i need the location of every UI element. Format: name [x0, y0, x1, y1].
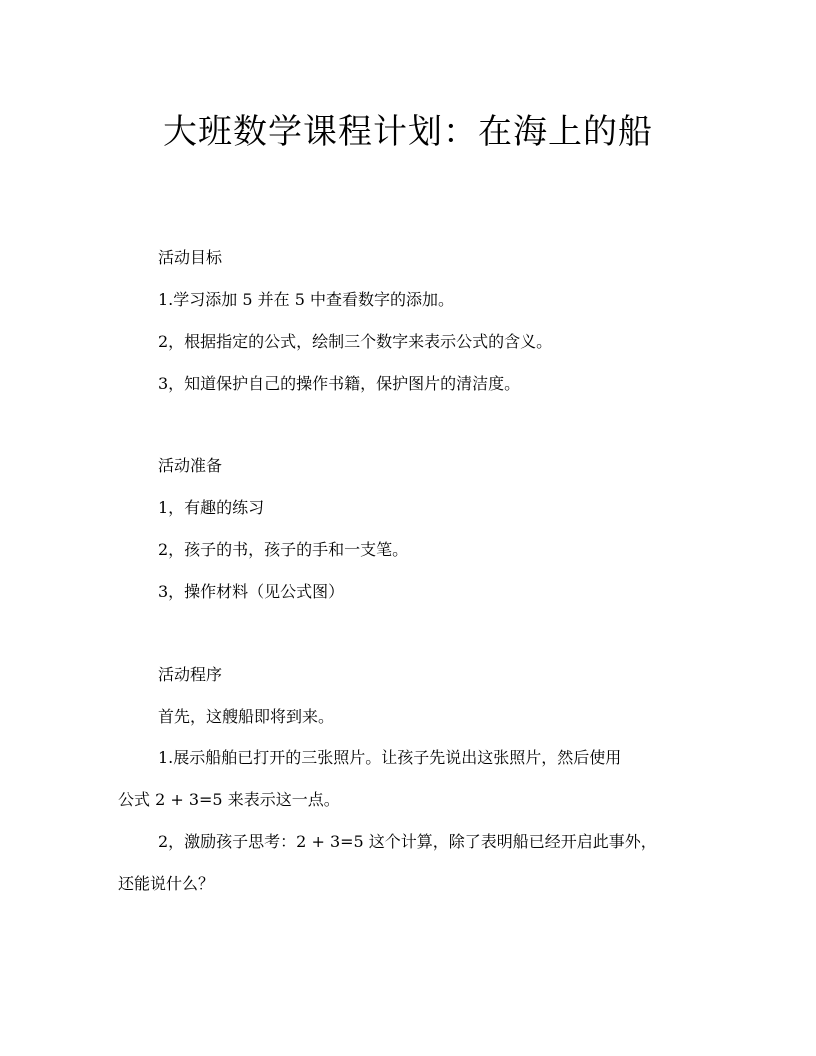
goal-item-3: 3，知道保护自己的操作书籍，保护图片的清洁度。 — [158, 374, 521, 393]
procedure-line-1: 首先，这艘船即将到来。 — [158, 707, 335, 726]
goal-item-2: 2，根据指定的公式，绘制三个数字来表示公式的含义。 — [158, 332, 553, 351]
section-heading-preparation: 活动准备 — [158, 456, 223, 475]
procedure-line-3: 公式 2 + 3=5 来表示这一点。 — [118, 790, 340, 809]
preparation-item-1: 1，有趣的练习 — [158, 498, 265, 517]
goal-item-1: 1.学习添加 5 并在 5 中查看数字的添加。 — [158, 290, 454, 309]
preparation-item-2: 2，孩子的书，孩子的手和一支笔。 — [158, 540, 409, 559]
section-heading-goals: 活动目标 — [158, 248, 223, 267]
procedure-line-2: 1.展示船舶已打开的三张照片。让孩子先说出这张照片，然后使用 — [158, 748, 622, 767]
document-title: 大班数学课程计划：在海上的船 — [163, 112, 653, 152]
procedure-line-4: 2，激励孩子思考：2 + 3=5 这个计算，除了表明船已经开启此事外， — [158, 832, 657, 851]
preparation-item-3: 3，操作材料（见公式图） — [158, 582, 345, 601]
section-heading-procedure: 活动程序 — [158, 665, 223, 684]
procedure-line-5: 还能说什么？ — [118, 874, 215, 893]
